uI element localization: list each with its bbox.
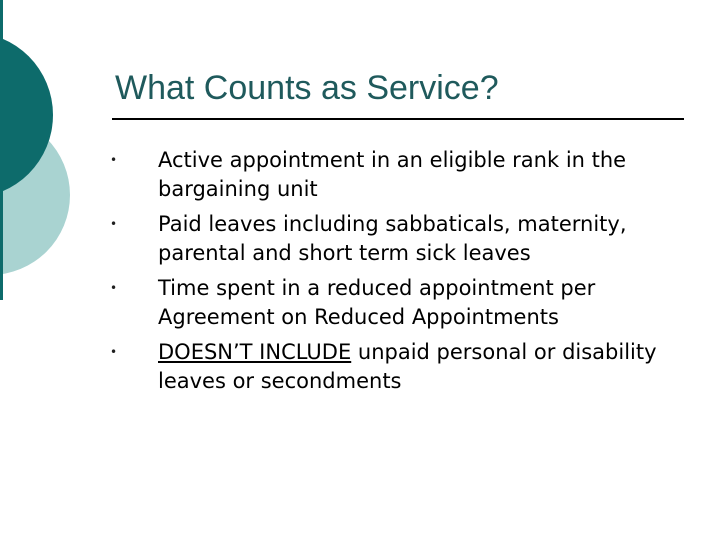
bullet-dot-icon: •: [110, 281, 118, 295]
bullet-item: [110, 338, 670, 396]
bullet-text: Active appointment in an eligible rank in the bargaining unit: [158, 148, 627, 201]
emphasis-text: DOESN’T INCLUDE: [158, 340, 352, 364]
bullet-item: [110, 210, 670, 268]
slide-title: What Counts as Service?: [115, 69, 499, 107]
bullet-text: Paid leaves including sabbaticals, maternity, parental and short term sick leaves: [158, 212, 627, 265]
decorative-circles: [0, 0, 120, 300]
bullet-dot-icon: •: [110, 217, 118, 231]
bullet-text: unpaid personal or disability leaves or secondments: [158, 340, 657, 393]
bullet-item: [110, 146, 670, 204]
bullet-text: Time spent in a reduced appointment per Agreement on Reduced Appointments: [158, 276, 596, 329]
left-edge-bar: [0, 0, 3, 300]
bullet-dot-icon: •: [110, 345, 118, 359]
bullet-list: [110, 146, 670, 402]
bullet-item: [110, 274, 670, 332]
bullet-dot-icon: •: [110, 153, 118, 167]
title-underline: [112, 118, 684, 120]
